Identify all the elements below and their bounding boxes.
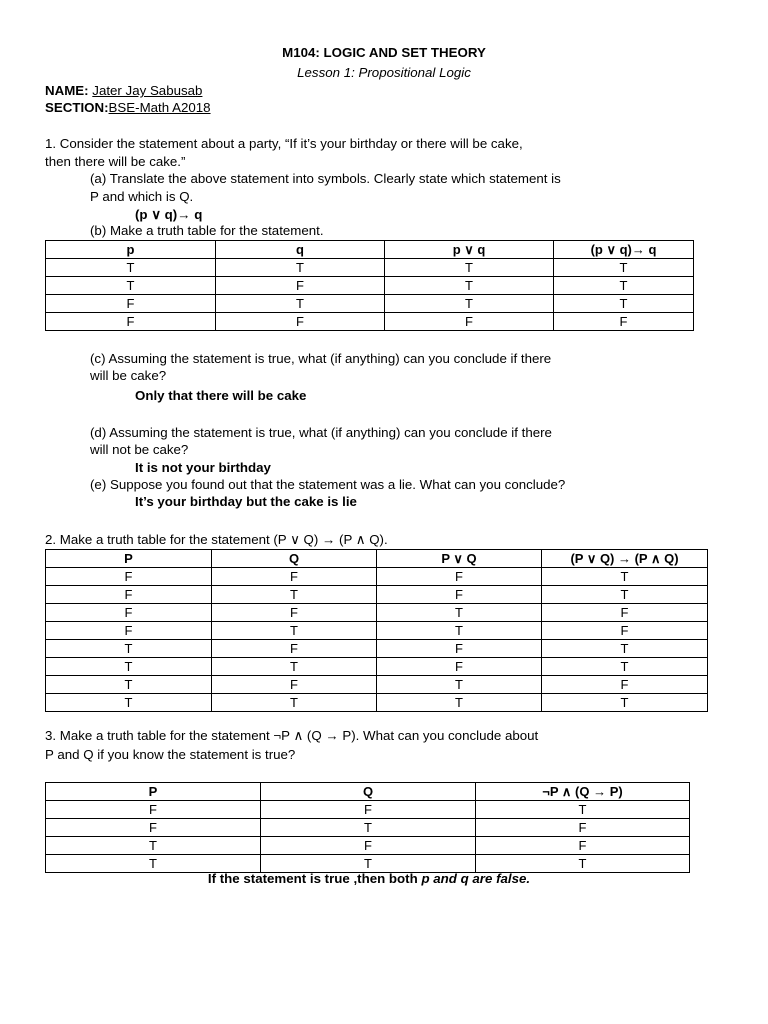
q1-line2: then there will be cake.”	[45, 154, 186, 169]
table-row	[46, 313, 694, 331]
q3-conclusion	[45, 870, 693, 887]
table-cell: F	[377, 658, 542, 676]
table-cell: T	[385, 277, 554, 295]
table-row	[46, 586, 708, 604]
name-line	[45, 82, 202, 99]
section-value: BSE-Math A2018	[108, 100, 211, 115]
table-cell: F	[46, 801, 261, 819]
q1c-line1: (c) Assuming the statement is true, what (if anything) can you conclude if there	[90, 351, 552, 366]
table-header-cell: P	[46, 550, 212, 568]
table-cell: T	[46, 694, 212, 712]
table-cell: F	[476, 819, 690, 837]
table-header-cell: P ∨ Q	[377, 550, 542, 568]
q3-truth-table	[45, 782, 690, 873]
table-row	[46, 259, 694, 277]
table-cell: T	[377, 694, 542, 712]
table-cell: T	[212, 622, 377, 640]
table-cell: T	[212, 694, 377, 712]
table-header-cell: ¬P ∧ (Q → P)	[476, 783, 690, 801]
table-cell: F	[542, 676, 708, 694]
table-cell: T	[476, 855, 690, 873]
table-row	[46, 801, 690, 819]
table-row	[46, 837, 690, 855]
table-header-cell: q	[216, 241, 385, 259]
table-cell: F	[46, 568, 212, 586]
table-cell: T	[385, 259, 554, 277]
document-title: M104: LOGIC AND SET THEORY	[282, 45, 486, 60]
table-cell: T	[46, 640, 212, 658]
q1c-line2: will be cake?	[90, 368, 167, 383]
table-cell: F	[46, 819, 261, 837]
table-row	[46, 640, 708, 658]
table-cell: F	[261, 801, 476, 819]
table-row	[46, 694, 708, 712]
table-header-cell: Q	[261, 783, 476, 801]
table-cell: F	[554, 313, 694, 331]
table-cell: F	[542, 604, 708, 622]
q1c-answer: Only that there will be cake	[135, 388, 307, 403]
table-cell: T	[554, 259, 694, 277]
table-row	[46, 819, 690, 837]
table-cell: F	[212, 676, 377, 694]
table-header-cell: p ∨ q	[385, 241, 554, 259]
table-cell: T	[212, 586, 377, 604]
table-cell: F	[385, 313, 554, 331]
table-cell: T	[212, 658, 377, 676]
table-cell: F	[46, 586, 212, 604]
q1a-line2: P and which is Q.	[90, 189, 194, 204]
table-header-cell: p	[46, 241, 216, 259]
table-cell: T	[46, 658, 212, 676]
table-cell: T	[377, 604, 542, 622]
table-cell: T	[377, 676, 542, 694]
table-cell: T	[542, 640, 708, 658]
q1-truth-table	[45, 240, 694, 331]
table-row	[46, 568, 708, 586]
table-cell: F	[212, 604, 377, 622]
table-cell: F	[46, 313, 216, 331]
q2-prompt: 2. Make a truth table for the statement (P ∨ Q) → (P ∧ Q).	[45, 532, 388, 547]
table-header-row	[46, 550, 708, 568]
table-header-cell: P	[46, 783, 261, 801]
table-header-cell: (p ∨ q)→ q	[554, 241, 694, 259]
table-cell: F	[216, 313, 385, 331]
table-cell: F	[377, 568, 542, 586]
q1d-answer: It is not your birthday	[135, 460, 271, 475]
q3-conclusion-text: If the statement is true ,then both	[207, 871, 422, 886]
table-cell: T	[216, 259, 385, 277]
table-cell: T	[46, 259, 216, 277]
q1d-line2: will not be cake?	[90, 442, 189, 457]
table-cell: T	[261, 819, 476, 837]
q1d-line1: (d) Assuming the statement is true, what (if anything) can you conclude if there	[90, 425, 552, 440]
table-cell: T	[46, 855, 261, 873]
table-cell: T	[46, 837, 261, 855]
table-cell: F	[261, 837, 476, 855]
table-row	[46, 277, 694, 295]
table-cell: F	[476, 837, 690, 855]
document-subtitle: Lesson 1: Propositional Logic	[297, 65, 471, 80]
table-header-row	[46, 241, 694, 259]
table-cell: F	[542, 622, 708, 640]
table-cell: F	[46, 295, 216, 313]
table-cell: T	[554, 295, 694, 313]
table-row	[46, 604, 708, 622]
table-row	[46, 295, 694, 313]
table-row	[46, 676, 708, 694]
table-header-row	[46, 783, 690, 801]
q3-conclusion-emphasis: p and q are false.	[421, 871, 531, 886]
table-cell: T	[216, 295, 385, 313]
table-cell: T	[46, 277, 216, 295]
table-cell: T	[261, 855, 476, 873]
table-cell: T	[385, 295, 554, 313]
table-cell: T	[476, 801, 690, 819]
table-cell: F	[377, 640, 542, 658]
table-cell: F	[46, 622, 212, 640]
table-cell: T	[377, 622, 542, 640]
section-line	[45, 99, 211, 116]
q1a-line1: (a) Translate the above statement into symbols. Clearly state which statement is	[90, 171, 561, 186]
q1-line1: 1. Consider the statement about a party, “If it’s your birthday or there will be cake,	[45, 136, 523, 151]
table-cell: T	[46, 676, 212, 694]
section-label: SECTION:	[45, 100, 109, 115]
q1a-answer: (p ∨ q)→ q	[135, 207, 203, 222]
table-cell: T	[542, 586, 708, 604]
table-cell: F	[216, 277, 385, 295]
table-header-cell: Q	[212, 550, 377, 568]
table-row	[46, 622, 708, 640]
q3-line1: 3. Make a truth table for the statement ¬P ∧ (Q → P). What can you conclude about	[45, 728, 539, 743]
table-cell: T	[542, 568, 708, 586]
table-cell: T	[542, 694, 708, 712]
name-label: NAME:	[45, 83, 89, 98]
q1e-answer: It’s your birthday but the cake is lie	[135, 494, 357, 509]
q1b-prompt: (b) Make a truth table for the statement.	[90, 223, 324, 238]
table-cell: T	[542, 658, 708, 676]
table-row	[46, 658, 708, 676]
q2-truth-table	[45, 549, 708, 712]
table-cell: F	[212, 568, 377, 586]
table-cell: F	[377, 586, 542, 604]
table-cell: F	[212, 640, 377, 658]
name-value: Jater Jay Sabusab	[92, 83, 203, 98]
q1e-line1: (e) Suppose you found out that the statement was a lie. What can you conclude?	[90, 477, 566, 492]
table-header-cell: (P ∨ Q) → (P ∧ Q)	[542, 550, 708, 568]
q3-line2: P and Q if you know the statement is true?	[45, 747, 296, 762]
table-cell: T	[554, 277, 694, 295]
table-cell: F	[46, 604, 212, 622]
